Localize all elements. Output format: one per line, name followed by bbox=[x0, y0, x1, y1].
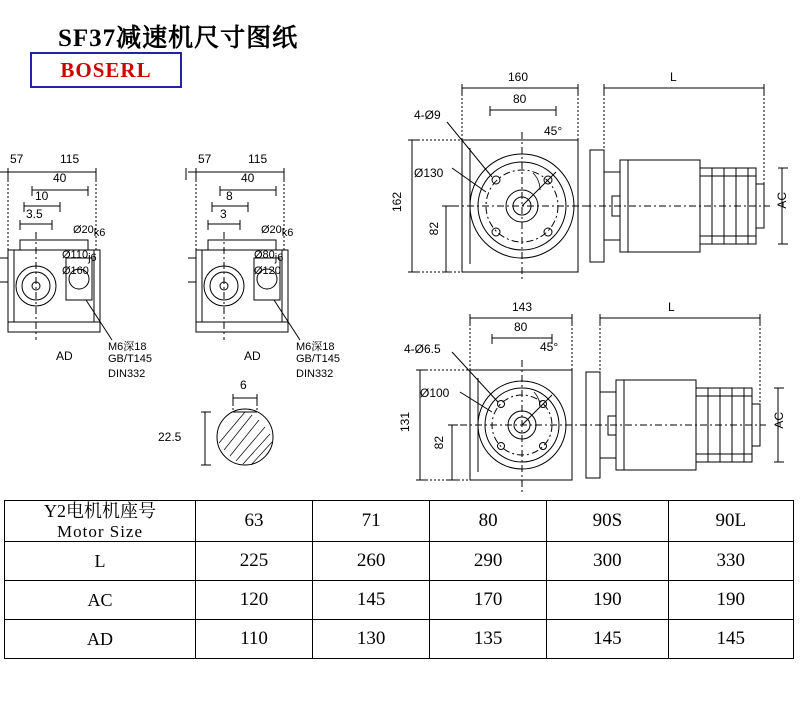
view-key-section bbox=[201, 394, 273, 465]
cell-AC-63: 120 bbox=[196, 581, 313, 620]
dim-131: 131 bbox=[398, 412, 412, 433]
dim-3p5-view1: 3.5 bbox=[26, 207, 43, 221]
header-label-cn: Y2电机机座号 bbox=[44, 501, 156, 521]
cell-L-63: 225 bbox=[196, 542, 313, 581]
dim-82-bottom: 82 bbox=[432, 436, 446, 450]
dim-143: 143 bbox=[512, 300, 533, 314]
dim-22p5-key: 22.5 bbox=[158, 430, 182, 444]
cell-AD-63: 110 bbox=[196, 620, 313, 659]
table-col-71: 71 bbox=[313, 501, 430, 542]
row-label-AC: AC bbox=[5, 581, 196, 620]
dim-d130: Ø130 bbox=[414, 166, 444, 180]
dim-L-top: L bbox=[670, 70, 677, 84]
cell-AD-71: 130 bbox=[313, 620, 430, 659]
dims-left-2 bbox=[186, 168, 284, 250]
note-gbt-view2: GB/T145 bbox=[296, 353, 341, 365]
cell-AC-71: 145 bbox=[313, 581, 430, 620]
dim-115-view1: 115 bbox=[60, 152, 80, 166]
cell-AC-80: 170 bbox=[430, 581, 547, 620]
note-din-view1: DIN332 bbox=[108, 368, 146, 380]
label-AD-view1: AD bbox=[56, 349, 73, 363]
dim-57-view1: 57 bbox=[10, 152, 24, 166]
table-header-motor-size bbox=[5, 501, 196, 542]
table-row bbox=[5, 542, 794, 581]
table-col-90s: 90S bbox=[547, 501, 668, 542]
cell-AC-90l: 190 bbox=[668, 581, 793, 620]
dim-80-bottom: 80 bbox=[514, 320, 528, 334]
label-AD-view2: AD bbox=[244, 349, 261, 363]
dim-8-view2: 8 bbox=[226, 189, 233, 203]
dimension-table-wrap bbox=[4, 500, 794, 659]
row-label-AD: AD bbox=[5, 620, 196, 659]
table-col-63: 63 bbox=[196, 501, 313, 542]
note-m6-view2: M6深18 bbox=[296, 341, 335, 353]
dim-4xd65: 4-Ø6.5 bbox=[404, 342, 441, 356]
cell-L-90s: 300 bbox=[547, 542, 668, 581]
cell-AC-90s: 190 bbox=[547, 581, 668, 620]
dim-d20-view2: Ø20k6 bbox=[261, 224, 294, 239]
view-right-top-face bbox=[452, 132, 590, 282]
dim-d80-view2: Ø80j6 bbox=[254, 249, 284, 264]
note-gbt-view1: GB/T145 bbox=[108, 353, 153, 365]
dims-left-1 bbox=[0, 168, 96, 250]
page-title: SF37减速机尺寸图纸 bbox=[58, 25, 299, 52]
cell-AD-90s: 145 bbox=[547, 620, 668, 659]
table-row bbox=[5, 581, 794, 620]
dim-40-view2: 40 bbox=[241, 171, 255, 185]
leader-1 bbox=[86, 300, 112, 340]
view-right-bottom-motor bbox=[580, 372, 766, 478]
table-col-80: 80 bbox=[430, 501, 547, 542]
brand-logo-text: BOSERL bbox=[60, 57, 152, 82]
cell-AD-80: 135 bbox=[430, 620, 547, 659]
row-label-L: L bbox=[5, 542, 196, 581]
cell-L-80: 290 bbox=[430, 542, 547, 581]
dim-10-view1: 10 bbox=[35, 189, 49, 203]
cell-L-90l: 330 bbox=[668, 542, 793, 581]
cell-AD-90l: 145 bbox=[668, 620, 793, 659]
dim-160: 160 bbox=[508, 70, 529, 84]
dim-162: 162 bbox=[390, 192, 404, 213]
dim-6-key: 6 bbox=[240, 378, 247, 392]
note-m6-view1: M6深18 bbox=[108, 341, 147, 353]
label-AC-top: AC bbox=[775, 192, 789, 209]
dim-L-bottom: L bbox=[668, 300, 675, 314]
header-label-en: Motor Size bbox=[56, 521, 144, 541]
dim-40-view1: 40 bbox=[53, 171, 67, 185]
label-AC-bottom: AC bbox=[772, 412, 786, 429]
dim-d110-view1: Ø110j6 bbox=[62, 249, 97, 264]
dim-115-view2: 115 bbox=[248, 152, 268, 166]
dim-57-view2: 57 bbox=[198, 152, 212, 166]
note-din-view2: DIN332 bbox=[296, 368, 334, 380]
dim-80-top: 80 bbox=[513, 92, 527, 106]
dim-d20-view1: Ø20k6 bbox=[73, 224, 106, 239]
dim-45deg-bottom: 45° bbox=[540, 340, 559, 354]
view-right-bottom-face bbox=[460, 360, 586, 492]
table-row-header bbox=[5, 501, 794, 542]
dim-45deg-top: 45° bbox=[544, 124, 563, 138]
dim-d160-view1: Ø160 bbox=[62, 265, 89, 277]
dimension-table bbox=[4, 500, 794, 659]
table-col-90l: 90L bbox=[668, 501, 793, 542]
dim-d100: Ø100 bbox=[420, 386, 450, 400]
dim-d120-view2: Ø120 bbox=[254, 265, 281, 277]
table-row bbox=[5, 620, 794, 659]
dim-4xd9: 4-Ø9 bbox=[414, 108, 441, 122]
dim-3-view2: 3 bbox=[220, 207, 227, 221]
cell-L-71: 260 bbox=[313, 542, 430, 581]
leader-2 bbox=[274, 300, 300, 340]
view-right-top-motor bbox=[584, 150, 770, 262]
dim-82-top: 82 bbox=[427, 222, 441, 236]
